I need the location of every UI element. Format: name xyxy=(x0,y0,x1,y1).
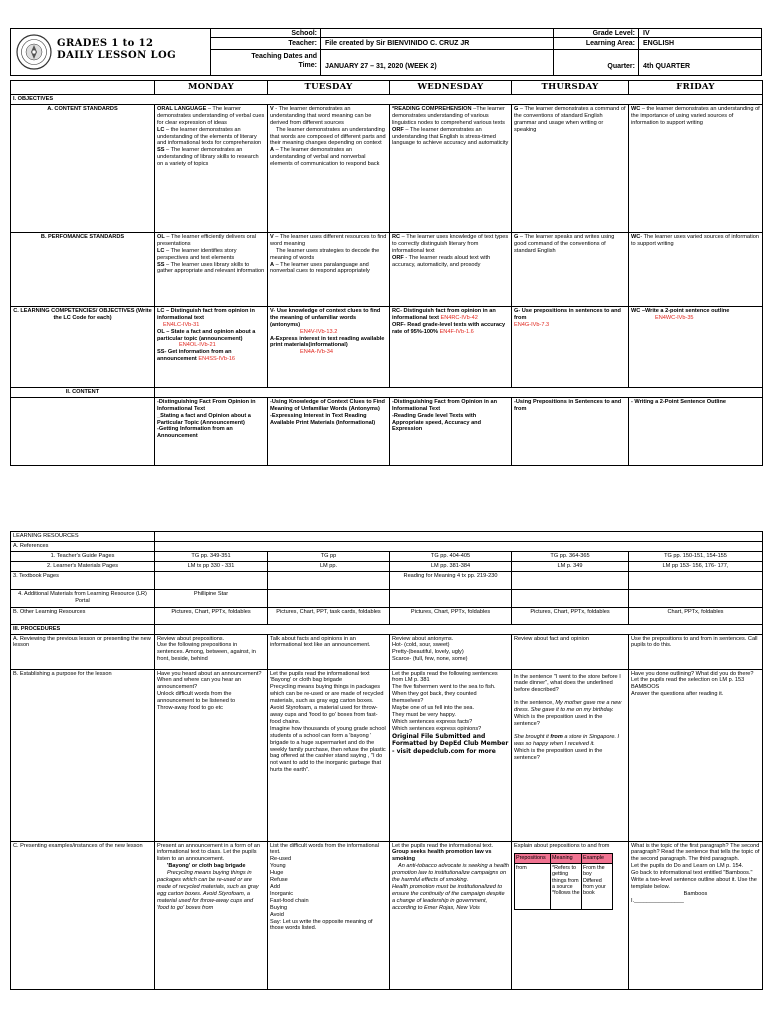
procedure-c-row xyxy=(11,841,763,989)
standard-paragraph xyxy=(270,234,387,248)
content-item: -Distinguishing Fact From Opinion in Informational Text _Stating a fact and Opinion about a Particular Topic (Announcement) -Getting Information from an Announcement xyxy=(155,397,268,465)
content-section-label: II. CONTENT xyxy=(11,387,155,397)
procedure-b-monday: Have you heard about an announcement? When and where can you hear an announcement? Unlock difficult words from the announcement to be listened to Throw-away food to go etc xyxy=(155,669,268,841)
procedure-a-cell: Review about prepositions. Use the following prepositions in sentences. Among, between, against, in front, beside, behind xyxy=(155,634,268,669)
additional-materials-cell xyxy=(390,589,512,607)
lm-cell: LM p. 349 xyxy=(512,561,629,571)
competency-code: EN4F-IVb-1.6 xyxy=(439,328,474,335)
content-standard-cell xyxy=(268,104,390,232)
preposition-header-cell: Prepositions xyxy=(515,854,551,863)
c-thursday-intro: Explain about prepositions to and from xyxy=(514,842,610,849)
competency-code: EN4WC-IVb-35 xyxy=(655,314,694,321)
preposition-table xyxy=(514,853,613,909)
competency-orf: ORF- Read grade-level texts with accuracy rate of 95%-100% xyxy=(392,321,506,335)
procedure-b-wednesday-text: Let the pupils read the following sentences from LM p. 381 The five fishermen went to the sea to fish. When they got back, they counted themselves? Maybe one of us fell into the sea. They must be very happy. Which sentences express facts? Which sentences express opinions? xyxy=(392,670,498,732)
standard-strand-label: OL xyxy=(157,233,165,240)
competency-code: EN4A-IVb-34 xyxy=(300,349,333,356)
content-standards-row xyxy=(11,104,763,232)
competencies-label: C. LEARNING COMPETENCIES/ OBJECTIVES (Write the LC Code for each) xyxy=(11,306,155,387)
day-tuesday: TUESDAY xyxy=(268,81,390,95)
standard-strand-label: V xyxy=(270,105,274,112)
standard-paragraph xyxy=(270,262,387,276)
standard-strand-label: V xyxy=(270,233,274,240)
standard-strand-label: WC xyxy=(631,105,641,112)
standard-strand-label: G xyxy=(514,233,519,240)
additional-materials-cell: Phillipine Star xyxy=(155,589,268,607)
other-resources-cell: Pictures, Chart, PPTx, foldables xyxy=(155,607,268,624)
other-resources-cell: Pictures, Chart, PPTx, foldables xyxy=(512,607,629,624)
standard-paragraph xyxy=(270,147,387,168)
c-monday-intro: Present an announcement in a form of an informational text to class. Let the pupils listen to an announcement. xyxy=(157,842,260,863)
c-monday-title: 'Bayong' or cloth bag brigade xyxy=(167,863,246,870)
tg-cell: TG pp. 349-351 xyxy=(155,551,268,561)
content-item: -Using Knowledge of Context Clues to Find Meaning of Unfamiliar Words (Antonyms) -Expressing Interest in Text Reading Available Print Materials (Informational) xyxy=(268,397,390,465)
lm-cell: LM tx pp 330 - 331 xyxy=(155,561,268,571)
tg-cell: TG pp. 404-405 xyxy=(390,551,512,561)
competency-ol: OL – State a fact and opinion about a particular topic (announcement) xyxy=(157,328,256,342)
watermark-text: Original File Submitted and Formatted by DepEd Club Member - visit depedclub.com for more xyxy=(392,732,509,755)
procedures-section-blank xyxy=(155,624,763,634)
day-monday: MONDAY xyxy=(155,81,268,95)
standard-text: The learner uses strategies to decode the meaning of words xyxy=(270,247,380,261)
procedure-a-cell: Use the prepositions to and from in sentences. Call pupils to do this. xyxy=(629,634,763,669)
tg-label: 1. Teacher's Guide Pages xyxy=(11,551,155,561)
standard-strand-label: WC xyxy=(631,233,641,240)
thursday-sentence-3c: a store in Singapore. I was so happy when I received it. xyxy=(514,733,620,747)
standard-strand-label: *READING COMPREHENSION xyxy=(392,105,472,112)
competency-thursday xyxy=(512,306,629,387)
content-section-blank xyxy=(155,387,763,397)
textbook-cell xyxy=(512,571,629,589)
standard-strand-label: LC xyxy=(157,126,165,133)
standard-text: – The learner demonstrates an understanding of library skills to research on a variety of topics xyxy=(157,147,259,168)
competency-rc: RC- Distinguish fact from opinion in an informational text xyxy=(392,307,496,321)
thursday-sentence-2b: My mother gave me a new dress. She gave it to me on my birthday. xyxy=(514,700,622,714)
textbook-cell: Reading for Meaning 4 tx pp. 219-230 xyxy=(390,571,512,589)
competencies-row xyxy=(11,306,763,387)
content-blank xyxy=(11,397,155,465)
competency-code: EN4LC-IVb-31 xyxy=(163,321,200,328)
standard-text: – The learner speaks and writes using good command of the conventions of standard English xyxy=(514,233,615,254)
quarter-label: Quarter: xyxy=(553,50,639,75)
other-resources-cell: Pictures, Chart, PPT, task cards, foldables xyxy=(268,607,390,624)
objectives-section-label: I. OBJECTIVES xyxy=(11,95,763,105)
standard-text: – The learner demonstrates an understanding that English is stress-timed language to achieve accuracy and automaticity xyxy=(392,126,509,147)
procedure-a-cell: Talk about facts and opinions in an informational text like an announcement. xyxy=(268,634,390,669)
preposition-cell: from xyxy=(515,863,551,909)
competency-code: EN4RC-IVb-42 xyxy=(440,314,478,321)
standard-paragraph xyxy=(631,106,760,127)
standard-paragraph xyxy=(270,248,387,262)
competency-lc: LC – Distinguish fact from opinion in informational text xyxy=(157,307,255,321)
standard-text: – The learner identifies story perspectives and text elements xyxy=(157,247,237,261)
standard-text: – The learner uses paralanguage and nonverbal cues to respond appropriately xyxy=(270,261,370,275)
standard-strand-label: SS xyxy=(157,261,165,268)
logo-title xyxy=(57,38,176,62)
procedure-c-label: C. Presenting examples/instances of the new lesson xyxy=(11,841,155,989)
c-friday-text: What is the topic of the first paragraph? The second paragraph? Read the sentence that tells the topic of the second paragraph. The third paragraph. Let the pupils do Do and Learn on LM p. 154. Go back to informational text entitled "Bamboos." Write a two-level sentence outline about it. Use the template below. xyxy=(631,842,760,890)
day-friday: FRIDAY xyxy=(629,81,763,95)
procedure-c-monday xyxy=(155,841,268,989)
standard-strand-label: ORAL LANGUAGE xyxy=(157,105,207,112)
other-resources-row xyxy=(11,607,763,624)
standard-text: – The learner demonstrates understanding of verbal cues for clear expression of ideas xyxy=(157,105,265,126)
performance-standards-row xyxy=(11,232,763,306)
textbook-cell xyxy=(268,571,390,589)
content-item: -Using Prepositions in Sentences to and from xyxy=(512,397,629,465)
procedure-b-wednesday xyxy=(390,669,512,841)
logo-cell xyxy=(11,29,211,75)
dates-row xyxy=(211,50,762,75)
content-standards-label: A. CONTENT STANDARDS xyxy=(11,104,155,232)
c-wednesday-title: Group seeks health promotion law vs smoking xyxy=(392,849,492,863)
additional-materials-row xyxy=(11,589,763,607)
standard-text: - The learner uses varied sources of information to support writing xyxy=(631,233,759,247)
quarter-value: 4th QUARTER xyxy=(643,63,691,70)
standard-paragraph xyxy=(157,248,265,262)
procedure-c-tuesday: List the difficult words from the informational text. Re-used Young Huge Refuse Add Inorganic Fast-food chain Buying Avoid Say: Let us write the opposite meaning of those words listed. xyxy=(268,841,390,989)
content-item: -Distinguishing Fact from Opinion in an Informational Text -Reading Grade level Texts with Appropriate speed, Accuracy and Expression xyxy=(390,397,512,465)
standard-strand-label: ORF xyxy=(392,126,404,133)
textbook-cell xyxy=(155,571,268,589)
day-header-blank xyxy=(11,81,155,95)
standard-strand-label: ORF xyxy=(392,254,404,261)
standard-paragraph xyxy=(157,127,265,148)
standard-text: – the learner demonstrates an understanding of the elements of literary and informational texts for comprehension xyxy=(157,126,262,147)
teacher-value: File created by Sir BIENVINIDO C. CRUZ JR xyxy=(325,40,470,47)
school-row xyxy=(211,29,762,38)
standard-paragraph xyxy=(157,262,265,276)
content-standard-cell xyxy=(390,104,512,232)
standard-paragraph xyxy=(392,127,509,148)
thursday-sentence-3d: Which is the preposition used in the sentence? xyxy=(514,747,603,761)
standard-text: - The learner demonstrates an understanding that word meaning can be derived from different sources xyxy=(270,105,372,126)
preposition-cell: *Refers to getting things from a source *follows the xyxy=(551,863,582,909)
lm-cell: LM pp. 381-384 xyxy=(390,561,512,571)
standard-paragraph xyxy=(270,127,387,148)
references-row xyxy=(11,541,763,551)
thursday-sentence-3a: She brought it xyxy=(514,733,551,740)
thursday-sentence-2a: In the sentence, xyxy=(514,700,556,707)
standard-text: – The learner efficiently delivers oral presentations xyxy=(157,233,256,247)
standard-strand-label: RC xyxy=(392,233,401,240)
standard-strand-label: LC xyxy=(157,247,165,254)
standard-paragraph xyxy=(157,147,265,168)
procedure-a-label: A. Reviewing the previous lesson or presenting the new lesson xyxy=(11,634,155,669)
procedure-b-tuesday: Let the pupils read the informational text 'Bayong' or cloth bag brigade Precycling means buying things in packages which can be re-used or are made of recycled materials, such as gray egg carton boxes. Avoid Styrofoam, a material used for throw-away cups and 'food to go' boxes from fast-food chains. Imagine how thousands of young grade school students of a school can form a 'bayong ' brigade to a huge supermarket and do the weekly family purchase, then refuse the plastic bag offered at the cashier stand saying , "I do not want to add to the inorganic garbage that hurts the earth". xyxy=(268,669,390,841)
procedure-a-row xyxy=(11,634,763,669)
additional-materials-cell xyxy=(512,589,629,607)
competency-g: G- Use prepositions in sentences to and from xyxy=(514,307,621,321)
lm-row xyxy=(11,561,763,571)
competency-wc: WC –Write a 2-point sentence outline xyxy=(631,307,730,314)
c-wednesday-body: An anti-tobacco advocate is seeking a health promotion law to institutionalize campaigns on the harmful effects of smoking. Health promotion must be institutionalized to ensure the continuity of the campaign despite a change of leadership in government, according to Emer Rojas, New Vois xyxy=(392,863,510,911)
standard-paragraph xyxy=(157,106,265,127)
deped-seal-icon xyxy=(16,34,52,70)
additional-materials-cell xyxy=(629,589,763,607)
logo-title-line-2: DAILY LESSON LOG xyxy=(57,50,177,61)
procedure-b-label: B. Establishing a purpose for the lesson xyxy=(11,669,155,841)
standard-text: - The learner reads aloud text with accuracy, automaticity, and prosody xyxy=(392,254,491,268)
competency-a: A-Express interest in text reading available print materials(informational) xyxy=(270,335,385,349)
lm-label: 2. Learner's Materials Pages xyxy=(11,561,155,571)
competency-code: EN4G-IVb-7.3 xyxy=(514,321,550,328)
standard-text: –The learner demonstrates understanding of various linguistics nodes to comprehend various texts xyxy=(392,105,505,126)
standard-text: – The learner uses library skills to gather appropriate and relevant information xyxy=(157,261,265,275)
preposition-header-cell: Example xyxy=(582,854,613,863)
objectives-section-row xyxy=(11,95,763,105)
standard-text: The learner demonstrates an understanding that words are composed of different parts and their meaning changes depending on context xyxy=(270,126,386,147)
performance-standards-label: B. PERFOMANCE STANDARDS xyxy=(11,232,155,306)
school-label: School: xyxy=(211,29,321,37)
procedure-c-thursday xyxy=(512,841,629,989)
teacher-label: Teacher: xyxy=(211,38,321,49)
competency-code: EN4OL-IVb-21 xyxy=(179,342,216,349)
procedure-b-friday: Have you done outlining? What did you do there? Let the pupils read the selection on LM p. 153 BAMBOOS Answer the questions after reading it. xyxy=(629,669,763,841)
other-resources-cell: Chart, PPTx, foldables xyxy=(629,607,763,624)
dates-value: JANUARY 27 – 31, 2020 (WEEK 2) xyxy=(325,63,437,70)
preposition-table-row xyxy=(515,863,613,909)
content-item: - Writing a 2-Point Sentence Outline xyxy=(629,397,763,465)
standard-strand-label: A xyxy=(270,147,275,154)
standard-paragraph xyxy=(514,106,626,134)
standard-paragraph xyxy=(270,106,387,127)
thursday-sentence-3b: from xyxy=(550,733,563,740)
standard-paragraph xyxy=(392,255,509,269)
competency-wednesday xyxy=(390,306,512,387)
references-label: A. References xyxy=(11,541,155,551)
logo-title-line-1: GRADES 1 to 12 xyxy=(57,38,154,49)
other-resources-cell: Pictures, Chart, PPTx, foldables xyxy=(390,607,512,624)
standard-strand-label: A xyxy=(270,261,275,268)
dates-label-line-1: Teaching Dates and xyxy=(251,53,317,60)
procedure-c-friday xyxy=(629,841,763,989)
day-header-row xyxy=(11,81,763,95)
preposition-cell: From the boy Differed from your book xyxy=(582,863,613,909)
performance-standard-cell xyxy=(390,232,512,306)
c-monday-body: Precycling means buying things in packages which can be re-used or are made of recycled materials, such as gray egg carton boxes. Avoid Styrofoam, a material used for throw-away cups and 'food to go' boxes from xyxy=(157,870,259,911)
procedures-section-label: III. PROCEDURES xyxy=(11,624,155,634)
performance-standard-cell xyxy=(155,232,268,306)
textbook-cell xyxy=(629,571,763,589)
content-standard-cell xyxy=(512,104,629,232)
standard-text: – The learner demonstrates an understanding of verbal and nonverbal elements of communication to respond back xyxy=(270,147,380,168)
c-friday-outline-title: Bamboos xyxy=(683,890,708,897)
competency-monday xyxy=(155,306,268,387)
c-friday-outline-line: I.________________ xyxy=(631,897,684,904)
standard-text: – The learner uses knowledge of text types to correctly distinguish literary from informational text xyxy=(392,233,509,254)
day-thursday: THURSDAY xyxy=(512,81,629,95)
lm-cell: LM pp. xyxy=(268,561,390,571)
competency-friday xyxy=(629,306,763,387)
preposition-table-header xyxy=(515,854,613,863)
day-wednesday: WEDNESDAY xyxy=(390,81,512,95)
additional-materials-label: 4. Additional Materials from Learning Resource (LR) Portal xyxy=(11,589,155,607)
resources-section-label: LEARNING RESOURCES xyxy=(11,532,155,542)
thursday-sentence-1: In the sentence "I went to the store before I made dinner", what does the underlined before described? xyxy=(514,673,621,694)
grade-level-label: Grade Level: xyxy=(553,29,639,37)
performance-standard-cell xyxy=(512,232,629,306)
references-blank xyxy=(155,541,763,551)
c-wednesday-intro: Let the pupils read the informational text. xyxy=(392,842,494,849)
other-resources-label: B. Other Learning Resources xyxy=(11,607,155,624)
objectives-table xyxy=(10,80,763,466)
learning-area-label: Learning Area: xyxy=(553,38,639,49)
standard-text: – The learner demonstrates a command of the conventions of standard English grammar and usage when writing or speaking xyxy=(514,105,626,133)
textbook-row xyxy=(11,571,763,589)
procedure-c-wednesday xyxy=(390,841,512,989)
competency-tuesday xyxy=(268,306,390,387)
standard-text: – the learner demonstrates an understanding of the importance of using varied sources of information to support writing xyxy=(631,105,760,126)
tg-cell: TG pp. 150-151, 154-155 xyxy=(629,551,763,561)
competency-code: EN4V-IVb-13.2 xyxy=(300,328,338,335)
content-standard-cell xyxy=(155,104,268,232)
teacher-row xyxy=(211,38,762,50)
grade-level-value: IV xyxy=(643,30,650,37)
competency-ss: SS- Get information from an announcement xyxy=(157,349,232,363)
standard-paragraph xyxy=(392,106,509,127)
tg-cell: TG pp. 364-365 xyxy=(512,551,629,561)
performance-standard-cell xyxy=(268,232,390,306)
competency-code: EN4SS-IVb-16 xyxy=(198,356,236,363)
preposition-header-cell: Meaning xyxy=(551,854,582,863)
dates-label-line-2: Time: xyxy=(298,62,317,69)
standard-strand-label: SS xyxy=(157,147,165,154)
resources-procedures-table xyxy=(10,531,763,990)
standard-text: – The learner uses different resources to find word meaning xyxy=(270,233,387,247)
resources-section-blank xyxy=(155,532,763,542)
tg-cell: TG pp xyxy=(268,551,390,561)
standard-paragraph xyxy=(157,234,265,248)
resources-section-row xyxy=(11,532,763,542)
dates-label xyxy=(211,50,321,75)
content-standard-cell xyxy=(629,104,763,232)
header-block xyxy=(10,28,762,76)
standard-paragraph xyxy=(392,234,509,255)
procedure-a-cell: Review about fact and opinion xyxy=(512,634,629,669)
additional-materials-cell xyxy=(268,589,390,607)
lm-cell: LM pp 153- 156, 176- 177, xyxy=(629,561,763,571)
thursday-sentence-2c: Which is the preposition used in the sentence? xyxy=(514,714,603,727)
performance-standard-cell xyxy=(629,232,763,306)
procedure-a-cell: Review about antonyms. Hot- (cold, sour, sweet) Pretty-(beautiful, lovely, ugly) Scarce- (full, few, none, some) xyxy=(390,634,512,669)
learning-area-value: ENGLISH xyxy=(643,40,675,47)
competency-v: V- Use knowledge of context clues to find the meaning of unfamiliar words (antonyms) xyxy=(270,307,381,328)
standard-paragraph xyxy=(631,234,760,248)
content-row xyxy=(11,397,763,465)
standard-paragraph xyxy=(514,234,626,255)
standard-strand-label: G xyxy=(514,105,519,112)
procedure-b-thursday xyxy=(512,669,629,841)
procedures-section-row xyxy=(11,624,763,634)
procedure-b-row xyxy=(11,669,763,841)
content-section-row xyxy=(11,387,763,397)
tg-row xyxy=(11,551,763,561)
textbook-label: 3. Textbook Pages xyxy=(11,571,155,589)
